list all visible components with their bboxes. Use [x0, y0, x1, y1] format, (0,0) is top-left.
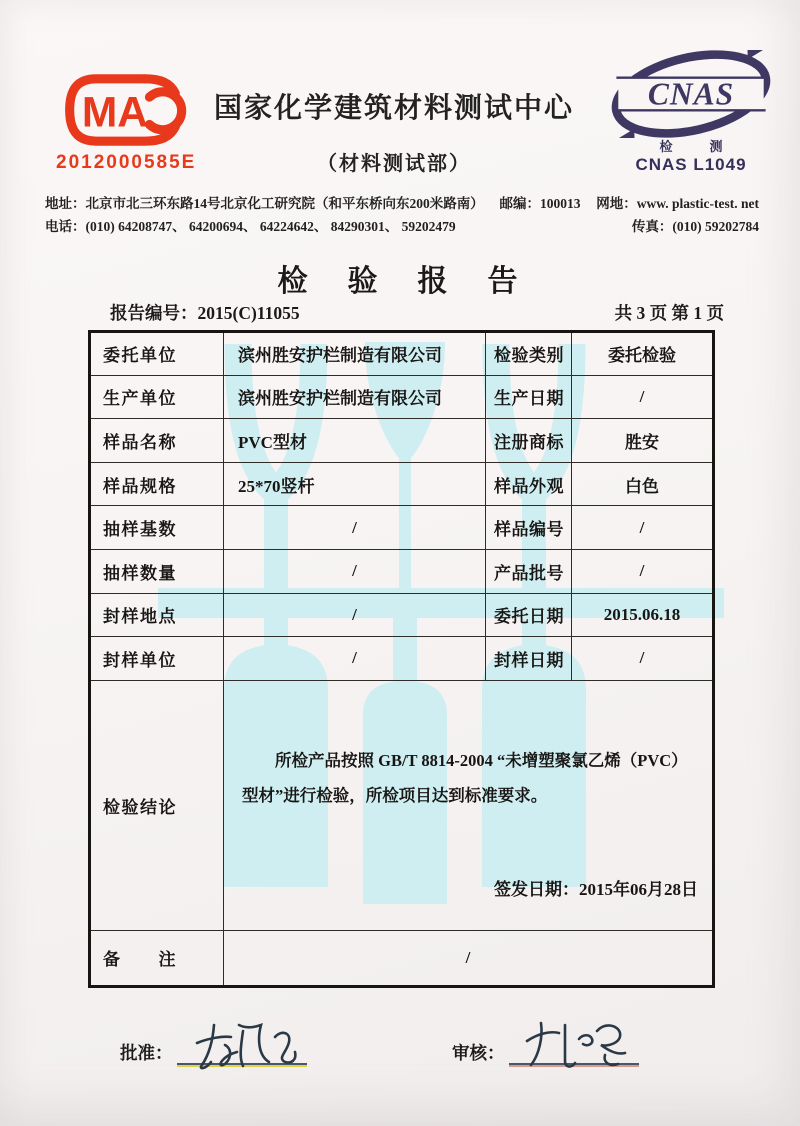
cnas-type-label: 检 测 — [659, 139, 735, 154]
table-row — [90, 462, 714, 506]
sample-info-table — [88, 330, 715, 988]
row-value-right: 胜安 — [572, 419, 714, 463]
report-title: 检 验 报 告 — [277, 265, 523, 298]
table-row — [90, 375, 714, 419]
row-value-left: / — [224, 506, 486, 550]
row-label-left: 委托单位 — [90, 332, 224, 376]
row-value-right: / — [572, 375, 714, 419]
row-label-left: 封样单位 — [90, 637, 224, 681]
row-label-left: 抽样数量 — [90, 549, 224, 593]
contact-info — [45, 192, 759, 238]
row-value-right: / — [572, 506, 714, 550]
row-value-left: 滨州胜安护栏制造有限公司 — [224, 375, 486, 419]
review-group — [452, 1040, 639, 1065]
conclusion-label: 检验结论 — [90, 680, 224, 930]
info-table-body — [90, 332, 714, 681]
approve-signature-line — [177, 1041, 307, 1065]
row-label-left: 生产单位 — [90, 375, 224, 419]
row-label-right: 样品外观 — [486, 462, 572, 506]
review-label: 审核： — [452, 1043, 505, 1063]
row-label-right: 样品编号 — [486, 506, 572, 550]
row-value-left: 滨州胜安护栏制造有限公司 — [224, 332, 486, 376]
conclusion-cell — [224, 680, 714, 930]
remark-row — [90, 930, 714, 986]
cnas-logo-icon — [603, 50, 779, 138]
test-center-title: 国家化学建筑材料测试中心 — [213, 93, 574, 124]
table-row — [90, 506, 714, 550]
signature-row — [0, 1026, 800, 1096]
row-label-right: 生产日期 — [486, 375, 572, 419]
row-label-right: 检验类别 — [486, 332, 572, 376]
row-value-left: / — [224, 637, 486, 681]
row-value-left: PVC型材 — [224, 419, 486, 463]
table-row — [90, 332, 714, 376]
cnas-registration-number: CNAS L1049 — [635, 155, 747, 174]
row-value-left: / — [224, 593, 486, 637]
row-label-left: 样品规格 — [90, 462, 224, 506]
zip-line: 邮编：100013 — [499, 196, 581, 211]
report-meta — [110, 300, 724, 325]
issue-date: 签发日期：2015年06月28日 — [494, 879, 698, 899]
row-label-left: 抽样基数 — [90, 506, 224, 550]
table-row — [90, 637, 714, 681]
telephone-line: 电话：(010) 64208747、 64200694、 64224642、 84290301、 59202479 — [45, 219, 456, 234]
row-label-right: 注册商标 — [486, 419, 572, 463]
row-label-right: 产品批号 — [486, 549, 572, 593]
row-label-right: 封样日期 — [486, 637, 572, 681]
cnas-accreditation-mark — [601, 50, 781, 175]
row-label-right: 委托日期 — [486, 593, 572, 637]
table-row — [90, 593, 714, 637]
remark-value: / — [224, 930, 714, 986]
cma-logo-icon — [56, 72, 192, 148]
row-value-right: / — [572, 637, 714, 681]
contact-row-1 — [45, 192, 759, 215]
conclusion-text: 所检产品按照 GB/T 8814-2004 “未增塑聚氯乙烯（PVC） 型材”进行检验，所检项目达到标准要求。 — [242, 750, 688, 805]
approve-group — [120, 1040, 307, 1065]
report-number: 报告编号：2015(C)11055 — [110, 303, 300, 323]
row-value-left: / — [224, 549, 486, 593]
row-value-right: / — [572, 549, 714, 593]
test-center-department: （材料测试部） — [317, 153, 471, 175]
approver-signature — [181, 1013, 303, 1073]
table-row — [90, 419, 714, 463]
row-label-left: 封样地点 — [90, 593, 224, 637]
reviewer-signature — [513, 1013, 635, 1073]
review-signature-line — [509, 1041, 639, 1065]
cma-accreditation-mark — [56, 72, 206, 174]
cma-letters: MA — [81, 88, 148, 137]
row-label-left: 样品名称 — [90, 419, 224, 463]
cma-certificate-code: 2012000585E — [56, 152, 197, 173]
row-value-right: 2015.06.18 — [572, 593, 714, 637]
page-indicator: 共 3 页 第 1 页 — [614, 303, 724, 323]
table-row — [90, 549, 714, 593]
approve-label: 批准： — [120, 1043, 173, 1063]
cnas-letters: CNAS — [647, 76, 735, 112]
contact-row-2 — [45, 215, 759, 238]
row-value-right: 白色 — [572, 462, 714, 506]
address-line: 地址：北京市北三环东路14号北京化工研究院（和平东桥向东200米路南） — [45, 196, 484, 211]
fax-line: 传真：(010) 59202784 — [631, 219, 759, 234]
remark-label: 备 注 — [90, 930, 224, 986]
conclusion-row — [90, 680, 714, 930]
row-value-left: 25*70竖杆 — [224, 462, 486, 506]
website-line: 网地：www. plastic-test. net — [596, 196, 759, 211]
row-value-right: 委托检验 — [572, 332, 714, 376]
